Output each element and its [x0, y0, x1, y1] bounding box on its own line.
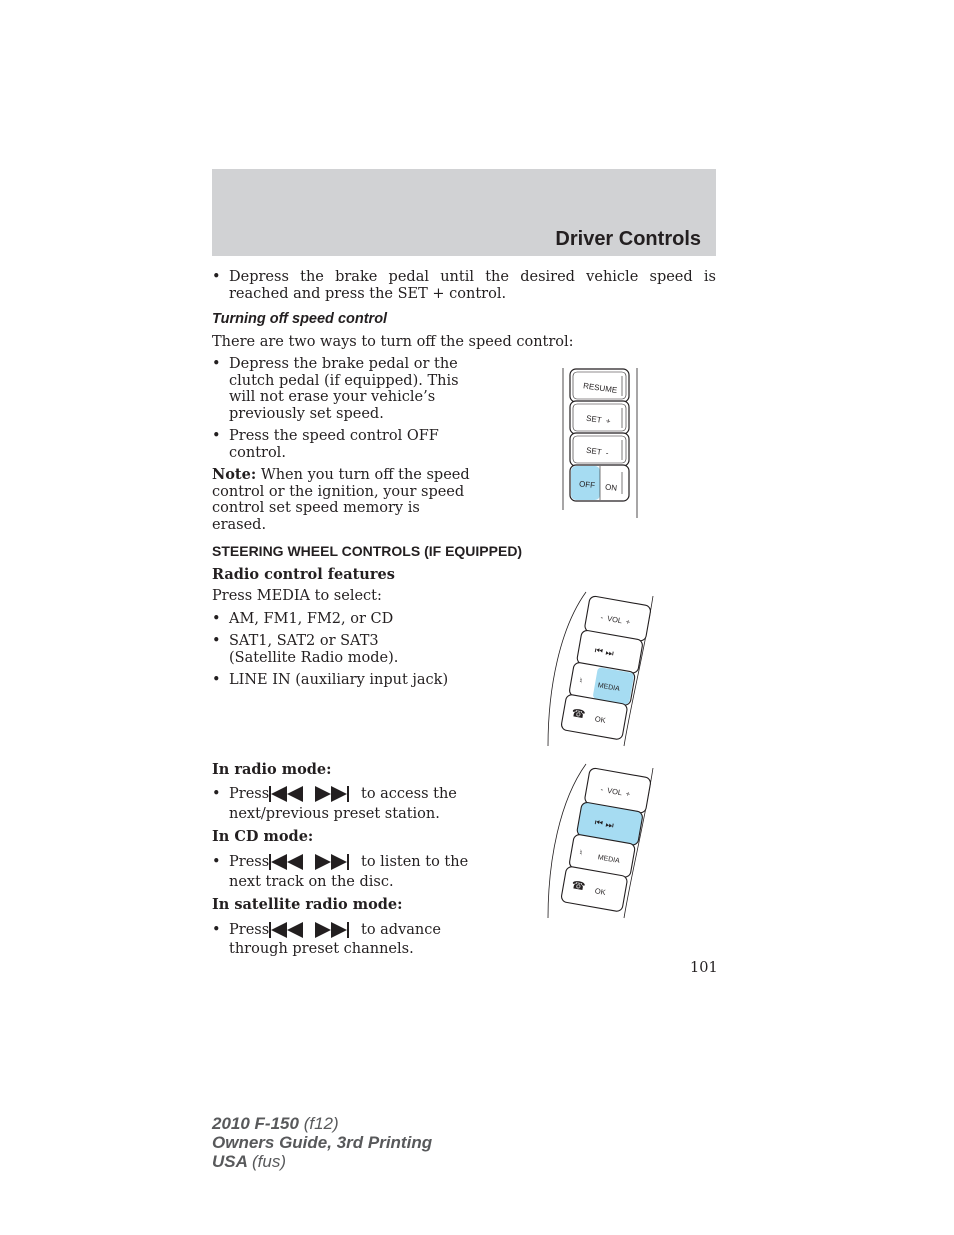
- set-plus-label: SET +: [585, 413, 612, 426]
- bullet-dot: •: [212, 854, 221, 870]
- mode-line-2: next track on the disc.: [229, 874, 394, 890]
- mode-label-satellite: In satellite radio mode:: [212, 896, 403, 913]
- note-text: When you turn off the speed control or the ignition, your speed control set speed memory is erased.: [212, 467, 470, 533]
- mode-line-2: through preset channels.: [229, 941, 414, 957]
- mode-line-2: next/previous preset station.: [229, 806, 440, 822]
- turning-off-heading: Turning off speed control: [212, 311, 388, 327]
- bullet-text: AM, FM1, FM2, or CD: [229, 611, 394, 627]
- ok-label: OK: [594, 886, 607, 897]
- set-minus-label: SET -: [585, 445, 610, 458]
- intro-bullet-text: Depress the brake pedal until the desired vehicle speed is reached and press the SET + control.: [229, 269, 716, 302]
- footer-market-code: (fus): [252, 1152, 286, 1171]
- bullet-text: Press the speed control OFF control.: [229, 428, 439, 461]
- set-minus-button: [570, 433, 629, 466]
- footer-market: USA: [212, 1152, 248, 1171]
- mode-label-radio: In radio mode:: [212, 761, 332, 778]
- vol-label: - VOL +: [599, 612, 631, 627]
- section-title: Driver Controls: [555, 228, 701, 250]
- note-label: Note:: [212, 466, 257, 483]
- voice-icon: ♮: [578, 847, 583, 858]
- off-label: OFF: [578, 479, 596, 491]
- phone-icon: ☎: [570, 878, 587, 894]
- bullet-dot: •: [212, 633, 221, 649]
- resume-label: RESUME: [582, 381, 618, 395]
- speed-control-panel-illustration: [560, 360, 645, 522]
- footer-line-1: [212, 1114, 432, 1133]
- seek-icon: ⏮ ⏭: [593, 818, 615, 832]
- turning-off-bullet-2: [212, 428, 462, 462]
- set-plus-button: [570, 401, 629, 434]
- steering-panel-seek-illustration: [540, 760, 660, 922]
- off-on-button: [570, 465, 629, 501]
- turning-off-intro: There are two ways to turn off the speed control:: [212, 334, 574, 350]
- ok-label: OK: [594, 714, 607, 725]
- page-number: 101: [690, 960, 718, 976]
- bullet-text: SAT1, SAT2 or SAT3 (Satellite Radio mode).: [229, 633, 399, 666]
- bullet-dot: •: [212, 269, 221, 285]
- media-bullet-3: [212, 672, 472, 690]
- radio-features-heading: Radio control features: [212, 566, 395, 583]
- press-word: Press: [229, 922, 270, 938]
- seek-buttons-icon: [269, 920, 351, 940]
- bullet-dot: •: [212, 672, 221, 688]
- phone-icon: ☎: [570, 706, 587, 722]
- vol-label: - VOL +: [599, 784, 631, 799]
- mode-label-cd: In CD mode:: [212, 828, 314, 845]
- bullet-dot: •: [212, 786, 221, 802]
- voice-icon: ♮: [578, 675, 583, 686]
- media-label: MEDIA: [597, 854, 621, 865]
- bullet-text: LINE IN (auxiliary input jack): [229, 672, 449, 688]
- footer-model-code: (f12): [303, 1114, 339, 1133]
- bullet-dot: •: [212, 356, 221, 372]
- seek-icon: ⏮ ⏭: [593, 646, 615, 660]
- seek-buttons-icon: [269, 784, 351, 804]
- press-word: Press: [229, 786, 270, 802]
- footer-line-3: [212, 1152, 432, 1171]
- intro-bullet: [212, 269, 716, 303]
- on-label: ON: [604, 482, 618, 493]
- bullet-dot: •: [212, 611, 221, 627]
- media-label: MEDIA: [597, 682, 621, 693]
- mode-line-1: to listen to the: [361, 854, 469, 870]
- steering-controls-heading: STEERING WHEEL CONTROLS (IF EQUIPPED): [212, 543, 523, 559]
- mode-text-radio: [212, 786, 482, 826]
- footer-line-2: Owners Guide, 3rd Printing: [212, 1133, 433, 1152]
- footer: [212, 1114, 432, 1171]
- resume-button: [570, 369, 629, 402]
- steering-panel-media-illustration: [540, 588, 660, 750]
- mode-text-satellite: [212, 922, 482, 962]
- bullet-text: Depress the brake pedal or the clutch pedal (if equipped). This will not erase your vehicle’s previously set speed.: [229, 356, 459, 422]
- seek-buttons-icon: [269, 852, 351, 872]
- header-band: [212, 169, 716, 256]
- mode-line-1: to advance: [361, 922, 441, 938]
- mode-line-1: to access the: [361, 786, 457, 802]
- press-media-text: Press MEDIA to select:: [212, 588, 382, 604]
- bullet-dot: •: [212, 428, 221, 444]
- media-bullet-1: [212, 611, 472, 629]
- note-paragraph: [212, 467, 472, 533]
- turning-off-bullet-1: [212, 356, 462, 424]
- bullet-dot: •: [212, 922, 221, 938]
- media-bullet-2: [212, 633, 472, 669]
- press-word: Press: [229, 854, 270, 870]
- mode-text-cd: [212, 854, 482, 894]
- footer-model: 2010 F-150: [212, 1114, 299, 1133]
